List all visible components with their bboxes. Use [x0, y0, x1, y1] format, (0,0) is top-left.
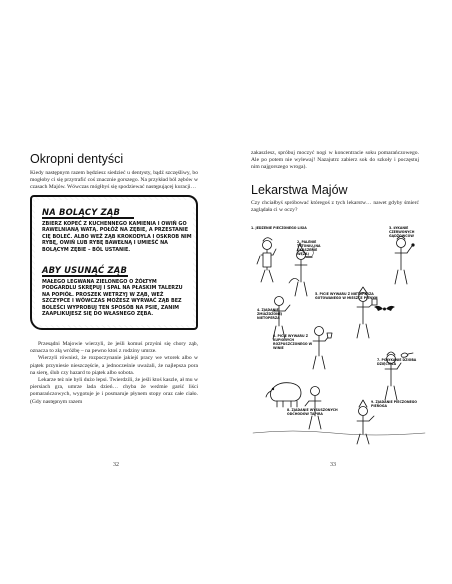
page-number-right: 33	[330, 462, 336, 468]
left-page-heading: Okropni dentyści	[30, 152, 124, 166]
figure-drawing	[257, 238, 276, 282]
woodpecker-icon	[401, 353, 413, 357]
continued-text: zakaszlesz, spróbuj moczyć nogi w koncentracie soku pomarańczowego. Ale po potem nie wylewaj! Nazajutrz zabierz sok do szkoły i poczęstuj nim najgorszego wroga).	[251, 150, 419, 171]
caption-4	[257, 309, 287, 321]
caption-7-text: 7. POŁYKANIE DZIOBA DZIĘCIOLA	[377, 358, 417, 366]
left-intro-paragraph	[30, 170, 198, 192]
caption-5	[315, 293, 381, 301]
tapir-icon	[266, 383, 301, 407]
caption-3	[389, 227, 427, 239]
body-paragraph: Lekarze też nie byli dużo lepsi. Twierdzili, że jeśli ktoś kaszle, ał mu w piersiach gra, umrze lada dzień… chyba że weźmie garść liści pomarańczowych, wygotuje je i posmaruje płynem stopy oraz całe ciało. (Gdy następnym razem	[30, 377, 198, 405]
title-underline	[42, 217, 134, 219]
caption-8	[287, 409, 343, 417]
right-top-paragraph	[251, 150, 419, 172]
caption-6	[273, 335, 323, 351]
caption-4-text: 4. ZJADANIE ZMIAŻDŻONEJ NIETOPERZA	[257, 308, 283, 320]
caption-2	[297, 241, 327, 257]
caption-8-text: 8. ZJADANIE WYSUSZONYCH ODCHODÓW TAPIRA	[287, 408, 338, 416]
left-body-text	[30, 341, 198, 406]
intro-text: Kiedy następnym razem będziesz siedzieć u dentysty, bądź szczęśliwy, bo mogłoby ci się przytrafić coś znacznie gorszego. Na przykład ból zębów w czasach Majów. Wówczas mógłbyś się spodziewać następującej kuracji…	[30, 170, 198, 191]
right-page-heading: Lekarstwa Majów	[251, 183, 348, 197]
title-underline	[42, 275, 128, 277]
body-paragraph: Przesądni Majowie wierzyli, że jeśli komuś przyśni się chory ząb, oznacza to złą wróżbę – na pewno ktoś z rodziny umrze.	[30, 341, 198, 355]
bat-icon	[374, 306, 395, 311]
caption-5-text: 5. PICIE WYWARU Z NIETOPERZA GOTOWANEGO W MIESZCE PITNYM	[315, 292, 378, 300]
figure-drawing	[395, 237, 414, 285]
caption-3-text: 3. ŁYKANIE CZERWONYCH GĄDŹOWCÓW	[389, 226, 415, 238]
caption-9	[371, 401, 419, 409]
body-paragraph: Wierzyli również, że rozpoczynanie jakiejś pracy we wtorek albo w piątek przyniesie nieszczęście, a jednocześnie uważali, że najlepsza pora na sierę, ślub czy hazard to piątek albo sobota.	[30, 355, 198, 376]
caption-7	[377, 359, 427, 367]
recipe-text-toothache: ZBIERZ KOPEĆ Z KUCHENNEGO KAMIENIA I OWIŃ GO RAWELNIANĄ WATĄ. POŁÓŻ NA ZĘBIE, A PRZESTANIE CIĘ BOLEĆ. ALBO WEŹ ZĄB KROKODYLA I OSKROB NIM RYBĘ, OWIŃ LUB RYBĘ BAWEŁNĄ I UMIEŚĆ NA BOLĄCYM ZĘBIE – BÓL USTANIE.	[42, 221, 192, 253]
recipe-title-toothache: NA BOLĄCY ZĄB	[42, 207, 121, 217]
right-intro-paragraph	[251, 200, 419, 214]
recipe-text-extraction: MAŁEGO LEGWANA ZIELONEGO O ŻÓŁTYM PODGARDLU SKRĘPUJ I SPAL NA PŁASKIM TALERZU NA POPIÓŁ. PROSZEK WETRZYJ W ZĄB, WEŹ SZCZYPCE I WÓWCZAS MOŻESZ WYRWAĆ ZĄB BEZ BOLEŚCI WYPROBUJ TEN SPOSÓB NA PSIE, ZANIM ZAAPLIKUJESZ SIĘ DO WŁASNEGO ZĘBA.	[42, 279, 183, 318]
page-number-left: 32	[113, 462, 119, 468]
recipe-scroll-box	[30, 195, 198, 330]
maya-remedies-illustration	[251, 223, 429, 448]
caption-6-text: 6. PICIE WYWARU Z KUPIONYCH ROZPUSZCZONEGO W WINIE	[273, 334, 313, 350]
caption-2-text: 2. PALENIE TYTONIU (NA UKĄSZENIE WĘŻA)	[297, 240, 321, 256]
recipe-title-extraction: ABY USUNĄĆ ZĄB	[42, 265, 128, 275]
intro-text: Czy chciałbyś spróbować któregoś z tych lekarstw… nawet gdyby śmierć zaglądała ci w oczy?	[251, 200, 419, 214]
caption-1: 1. JEDZENIE PIECZONEGO LISIA	[251, 226, 307, 230]
caption-9-text: 9. ZJADANIE PIECZONEGO PIEROGA	[371, 400, 417, 408]
